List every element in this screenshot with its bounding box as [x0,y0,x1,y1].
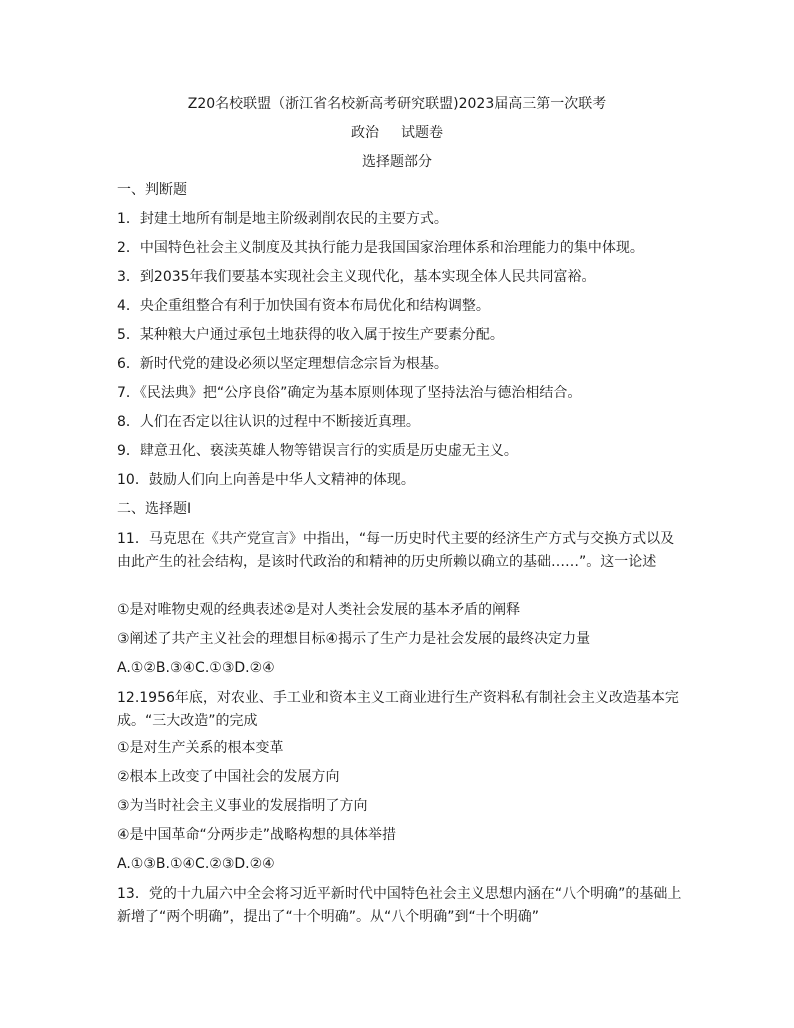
question-12-option-4: ④是中国革命“分两步走”战略构想的具体举措 [117,827,397,843]
question-11-options-a: ①是对唯物史观的经典表述②是对人类社会发展的基本矛盾的阐释 [117,602,521,618]
subject-line [0,123,794,143]
judge-item-2: 2．中国特色社会主义制度及其执行能力是我国国家治理体系和治理能力的集中体现。 [117,240,644,256]
question-11-answers: A.①②B.③④C.①③D.②④ [117,660,275,676]
question-12-stem: 12.1956年底，对农业、手工业和资本主义工商业进行生产资料私有制社会主义改造基本完成。“三大改造”的完成 [117,690,679,729]
section-choice-heading: 二、选择题I [117,501,192,517]
part-heading: 选择题部分 [362,154,432,170]
question-13-stem: 13．党的十九届六中全会将习近平新时代中国特色社会主义思想内涵在“八个明确”的基础上新增了“两个明确”，提出了“十个明确”。从“八个明确”到“十个明确” [117,886,682,925]
judge-item-1: 1．封建土地所有制是地主阶级剥削农民的主要方式。 [117,211,448,227]
question-11-stem: 11．马克思在《共产党宣言》中指出，“每一历史时代主要的经济生产方式与交换方式以及由此产生的社会结构，是该时代政治的和精神的历史所赖以确立的基础……”。这一论述 [117,531,675,570]
judge-item-4: 4．央企重组整合有利于加快国有资本布局优化和结构调整。 [117,298,490,314]
question-12-answers: A.①③B.①④C.②③D.②④ [117,856,275,872]
judge-item-8: 8．人们在否定以往认识的过程中不断接近真理。 [117,414,420,430]
subject-label: 政治 [351,125,379,141]
judge-item-6: 6．新时代党的建设必须以坚定理想信念宗旨为根基。 [117,356,448,372]
exam-title: Z20名校联盟（浙江省名校新高考研究联盟)2023届高三第一次联考 [187,96,607,112]
judge-item-10: 10．鼓励人们向上向善是中华人文精神的体现。 [117,472,415,488]
question-12-option-2: ②根本上改变了中国社会的发展方向 [117,769,340,785]
judge-item-3: 3．到2035年我们要基本实现社会主义现代化，基本实现全体人民共同富裕。 [117,269,596,285]
judge-item-7: 7．《民法典》把“公序良俗”确定为基本原则体现了坚持法治与德治相结合。 [117,385,582,401]
judge-item-5: 5．某种粮大户通过承包土地获得的收入属于按生产要素分配。 [117,327,504,343]
section-judge-heading: 一、判断题 [117,182,187,198]
paper-label: 试题卷 [401,125,443,141]
question-12-option-3: ③为当时社会主义事业的发展指明了方向 [117,798,368,814]
judge-item-9: 9．肆意丑化、亵渎英雄人物等错误言行的实质是历史虚无主义。 [117,443,518,459]
question-11-options-b: ③阐述了共产主义社会的理想目标④揭示了生产力是社会发展的最终决定力量 [117,631,591,647]
question-12-option-1: ①是对生产关系的根本变革 [117,740,284,756]
